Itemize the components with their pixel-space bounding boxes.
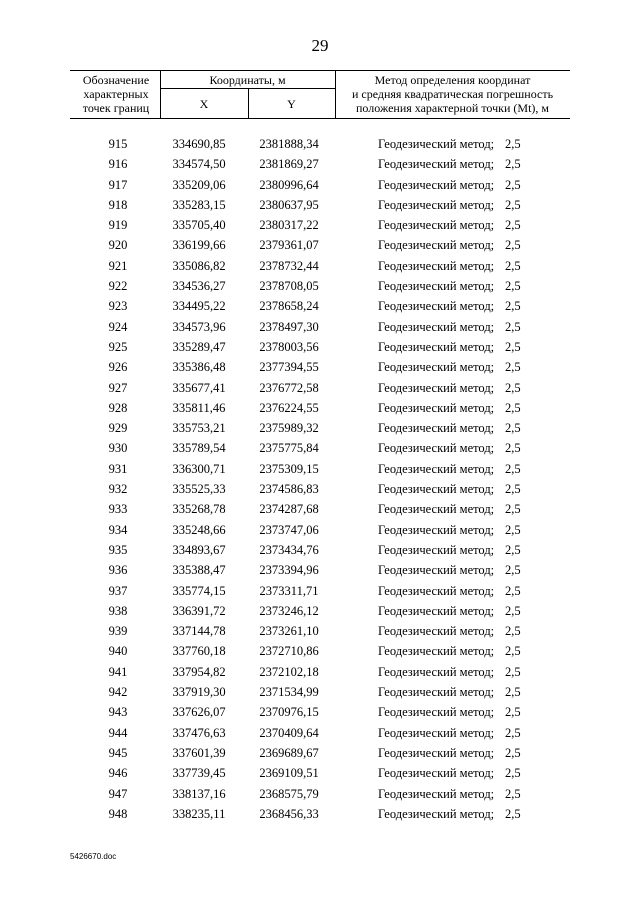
y-coordinate-cell: 2378732,44 [259,258,319,273]
header-method-label [335,73,570,115]
y-coordinate-cell: 2376772,58 [259,380,319,395]
method-cell: Геодезический метод; [378,583,495,598]
y-coordinate-cell: 2375309,15 [259,461,319,476]
method-cell: Геодезический метод; [378,563,495,578]
table-row [0,479,640,499]
table-row [0,702,640,722]
method-cell: Геодезический метод; [378,502,495,517]
x-coordinate-cell: 337144,78 [172,624,226,639]
point-number-cell: 937 [108,583,128,598]
point-number-cell: 926 [108,360,128,375]
y-coordinate-cell: 2375775,84 [259,441,319,456]
point-number-cell: 941 [108,664,128,679]
x-coordinate-cell: 335209,06 [172,177,226,192]
accuracy-cell: 2,5 [505,705,521,720]
x-coordinate-cell: 337919,30 [172,685,226,700]
accuracy-cell: 2,5 [505,421,521,436]
accuracy-cell: 2,5 [505,157,521,172]
y-coordinate-cell: 2379361,07 [259,238,319,253]
accuracy-cell: 2,5 [505,238,521,253]
table-row [0,337,640,357]
accuracy-cell: 2,5 [505,218,521,233]
header-top-rule [70,70,570,71]
y-coordinate-cell: 2374287,68 [259,502,319,517]
header-method-line-3: положения характерной точки (Mt), м [355,101,549,115]
accuracy-cell: 2,5 [505,685,521,700]
x-coordinate-cell: 335525,33 [172,482,226,497]
point-number-cell: 918 [108,197,128,212]
accuracy-cell: 2,5 [505,279,521,294]
y-coordinate-cell: 2372102,18 [259,664,319,679]
point-number-cell: 928 [108,400,128,415]
x-coordinate-cell: 337626,07 [172,705,226,720]
point-number-cell: 942 [108,685,128,700]
accuracy-cell: 2,5 [505,502,521,517]
x-coordinate-cell: 334893,67 [172,542,226,557]
point-number-cell: 925 [108,339,128,354]
y-coordinate-cell: 2378003,56 [259,339,319,354]
method-cell: Геодезический метод; [378,299,495,314]
method-cell: Геодезический метод; [378,177,495,192]
method-cell: Геодезический метод; [378,786,495,801]
point-number-cell: 947 [108,786,128,801]
x-coordinate-cell: 338137,16 [172,786,226,801]
point-number-cell: 929 [108,421,128,436]
table-row [0,317,640,337]
x-coordinate-cell: 335677,41 [172,380,226,395]
x-coordinate-cell: 337954,82 [172,664,226,679]
point-number-cell: 939 [108,624,128,639]
document-filename: 5426670.doc [70,852,117,861]
accuracy-cell: 2,5 [505,299,521,314]
x-coordinate-cell: 336300,71 [172,461,226,476]
table-row [0,682,640,702]
x-coordinate-cell: 335268,78 [172,502,226,517]
y-coordinate-cell: 2373261,10 [259,624,319,639]
point-number-cell: 917 [108,177,128,192]
x-coordinate-cell: 335774,15 [172,583,226,598]
x-coordinate-cell: 335086,82 [172,258,226,273]
accuracy-cell: 2,5 [505,786,521,801]
table-row [0,276,640,296]
x-coordinate-cell: 334573,96 [172,319,226,334]
method-cell: Геодезический метод; [378,421,495,436]
point-number-cell: 948 [108,806,128,821]
y-coordinate-cell: 2373246,12 [259,603,319,618]
accuracy-cell: 2,5 [505,360,521,375]
y-coordinate-cell: 2370976,15 [259,705,319,720]
header-point-line-1: Обозначение [82,73,150,87]
accuracy-cell: 2,5 [505,400,521,415]
method-cell: Геодезический метод; [378,522,495,537]
x-coordinate-cell: 336199,66 [172,238,226,253]
y-coordinate-cell: 2370409,64 [259,725,319,740]
accuracy-cell: 2,5 [505,806,521,821]
method-cell: Геодезический метод; [378,380,495,395]
point-number-cell: 934 [108,522,128,537]
method-cell: Геодезический метод; [378,542,495,557]
x-coordinate-cell: 334536,27 [172,279,226,294]
table-row [0,804,640,824]
y-coordinate-cell: 2380996,64 [259,177,319,192]
table-row [0,763,640,783]
table-row [0,723,640,743]
method-cell: Геодезический метод; [378,157,495,172]
table-row [0,398,640,418]
y-coordinate-cell: 2380317,22 [259,218,319,233]
table-row [0,784,640,804]
point-number-cell: 930 [108,441,128,456]
header-method-line-2: и средняя квадратическая погрешность [351,87,554,101]
table-row [0,641,640,661]
header-coords-label: Координаты, м [209,73,286,87]
y-coordinate-cell: 2368456,33 [259,806,319,821]
y-coordinate-cell: 2373747,06 [259,522,319,537]
point-number-cell: 944 [108,725,128,740]
x-coordinate-cell: 335705,40 [172,218,226,233]
point-number-cell: 935 [108,542,128,557]
accuracy-cell: 2,5 [505,197,521,212]
accuracy-cell: 2,5 [505,603,521,618]
y-coordinate-cell: 2372710,86 [259,644,319,659]
table-row [0,357,640,377]
y-coordinate-cell: 2381888,34 [259,137,319,151]
method-cell: Геодезический метод; [378,441,495,456]
table-row [0,560,640,580]
table-row [0,154,640,174]
table-row [0,581,640,601]
method-cell: Геодезический метод; [378,664,495,679]
header-point-line-3: точек границ [82,101,150,115]
method-cell: Геодезический метод; [378,319,495,334]
point-number-cell: 915 [108,137,128,151]
page-number: 29 [311,36,329,55]
method-cell: Геодезический метод; [378,705,495,720]
accuracy-cell: 2,5 [505,441,521,456]
accuracy-cell: 2,5 [505,583,521,598]
point-number-cell: 916 [108,157,128,172]
table-row [0,601,640,621]
x-coordinate-cell: 335789,54 [172,441,226,456]
table-row [0,256,640,276]
method-cell: Геодезический метод; [378,644,495,659]
accuracy-cell: 2,5 [505,137,521,151]
y-coordinate-cell: 2381869,27 [259,157,319,172]
point-number-cell: 927 [108,380,128,395]
x-coordinate-cell: 336391,72 [172,603,226,618]
accuracy-cell: 2,5 [505,380,521,395]
accuracy-cell: 2,5 [505,522,521,537]
table-row [0,378,640,398]
table-row [0,520,640,540]
header-x-label: X [199,97,209,111]
method-cell: Геодезический метод; [378,258,495,273]
point-number-cell: 932 [108,482,128,497]
method-cell: Геодезический метод; [378,685,495,700]
method-cell: Геодезический метод; [378,339,495,354]
method-cell: Геодезический метод; [378,745,495,760]
method-cell: Геодезический метод; [378,137,495,151]
table-row [0,459,640,479]
y-coordinate-cell: 2373434,76 [259,542,319,557]
method-cell: Геодезический метод; [378,603,495,618]
y-coordinate-cell: 2377394,55 [259,360,319,375]
y-coordinate-cell: 2373311,71 [259,583,319,598]
accuracy-cell: 2,5 [505,177,521,192]
y-coordinate-cell: 2369109,51 [259,766,319,781]
accuracy-cell: 2,5 [505,258,521,273]
method-cell: Геодезический метод; [378,624,495,639]
method-cell: Геодезический метод; [378,360,495,375]
method-cell: Геодезический метод; [378,482,495,497]
point-number-cell: 938 [108,603,128,618]
header-method-line-1: Метод определения координат [374,73,531,87]
y-coordinate-cell: 2376224,55 [259,400,319,415]
x-coordinate-cell: 334574,50 [172,157,226,172]
table-row [0,235,640,255]
accuracy-cell: 2,5 [505,745,521,760]
accuracy-cell: 2,5 [505,766,521,781]
header-point-label [70,73,162,115]
method-cell: Геодезический метод; [378,197,495,212]
point-number-cell: 924 [108,319,128,334]
table-row [0,195,640,215]
point-number-cell: 923 [108,299,128,314]
method-cell: Геодезический метод; [378,279,495,294]
y-coordinate-cell: 2380637,95 [259,197,319,212]
table-row [0,438,640,458]
header-y-label: Y [287,97,296,111]
y-coordinate-cell: 2369689,67 [259,745,319,760]
x-coordinate-cell: 334690,85 [172,137,226,151]
x-coordinate-cell: 334495,22 [172,299,226,314]
point-number-cell: 936 [108,563,128,578]
accuracy-cell: 2,5 [505,725,521,740]
accuracy-cell: 2,5 [505,644,521,659]
method-cell: Геодезический метод; [378,461,495,476]
table-row [0,499,640,519]
point-number-cell: 945 [108,745,128,760]
accuracy-cell: 2,5 [505,664,521,679]
accuracy-cell: 2,5 [505,339,521,354]
y-coordinate-cell: 2374586,83 [259,482,319,497]
table-row [0,540,640,560]
method-cell: Геодезический метод; [378,725,495,740]
table-body [0,134,640,824]
accuracy-cell: 2,5 [505,542,521,557]
x-coordinate-cell: 337760,18 [172,644,226,659]
x-coordinate-cell: 337476,63 [172,725,226,740]
x-coordinate-cell: 335388,47 [172,563,226,578]
point-number-cell: 943 [108,705,128,720]
y-coordinate-cell: 2378497,30 [259,319,319,334]
point-number-cell: 920 [108,238,128,253]
point-number-cell: 921 [108,258,128,273]
y-coordinate-cell: 2368575,79 [259,786,319,801]
point-number-cell: 933 [108,502,128,517]
accuracy-cell: 2,5 [505,482,521,497]
table-row [0,134,640,154]
y-coordinate-cell: 2375989,32 [259,421,319,436]
accuracy-cell: 2,5 [505,461,521,476]
y-coordinate-cell: 2373394,96 [259,563,319,578]
table-row [0,175,640,195]
point-number-cell: 922 [108,279,128,294]
x-coordinate-cell: 335283,15 [172,197,226,212]
table-row [0,418,640,438]
y-coordinate-cell: 2378708,05 [259,279,319,294]
x-coordinate-cell: 337739,45 [172,766,226,781]
method-cell: Геодезический метод; [378,218,495,233]
table-row [0,296,640,316]
table-row [0,215,640,235]
header-bottom-rule [70,118,570,119]
point-number-cell: 931 [108,461,128,476]
y-coordinate-cell: 2378658,24 [259,299,319,314]
method-cell: Геодезический метод; [378,766,495,781]
method-cell: Геодезический метод; [378,400,495,415]
accuracy-cell: 2,5 [505,319,521,334]
accuracy-cell: 2,5 [505,624,521,639]
accuracy-cell: 2,5 [505,563,521,578]
table-row [0,621,640,641]
x-coordinate-cell: 335248,66 [172,522,226,537]
point-number-cell: 919 [108,218,128,233]
x-coordinate-cell: 335811,46 [172,400,226,415]
x-coordinate-cell: 335289,47 [172,339,226,354]
point-number-cell: 940 [108,644,128,659]
x-coordinate-cell: 337601,39 [172,745,226,760]
method-cell: Геодезический метод; [378,806,495,821]
table-row [0,743,640,763]
y-coordinate-cell: 2371534,99 [259,685,319,700]
x-coordinate-cell: 338235,11 [172,806,226,821]
method-cell: Геодезический метод; [378,238,495,253]
x-coordinate-cell: 335753,21 [172,421,226,436]
table-row [0,662,640,682]
header-point-line-2: характерных [83,87,149,101]
point-number-cell: 946 [108,766,128,781]
x-coordinate-cell: 335386,48 [172,360,226,375]
